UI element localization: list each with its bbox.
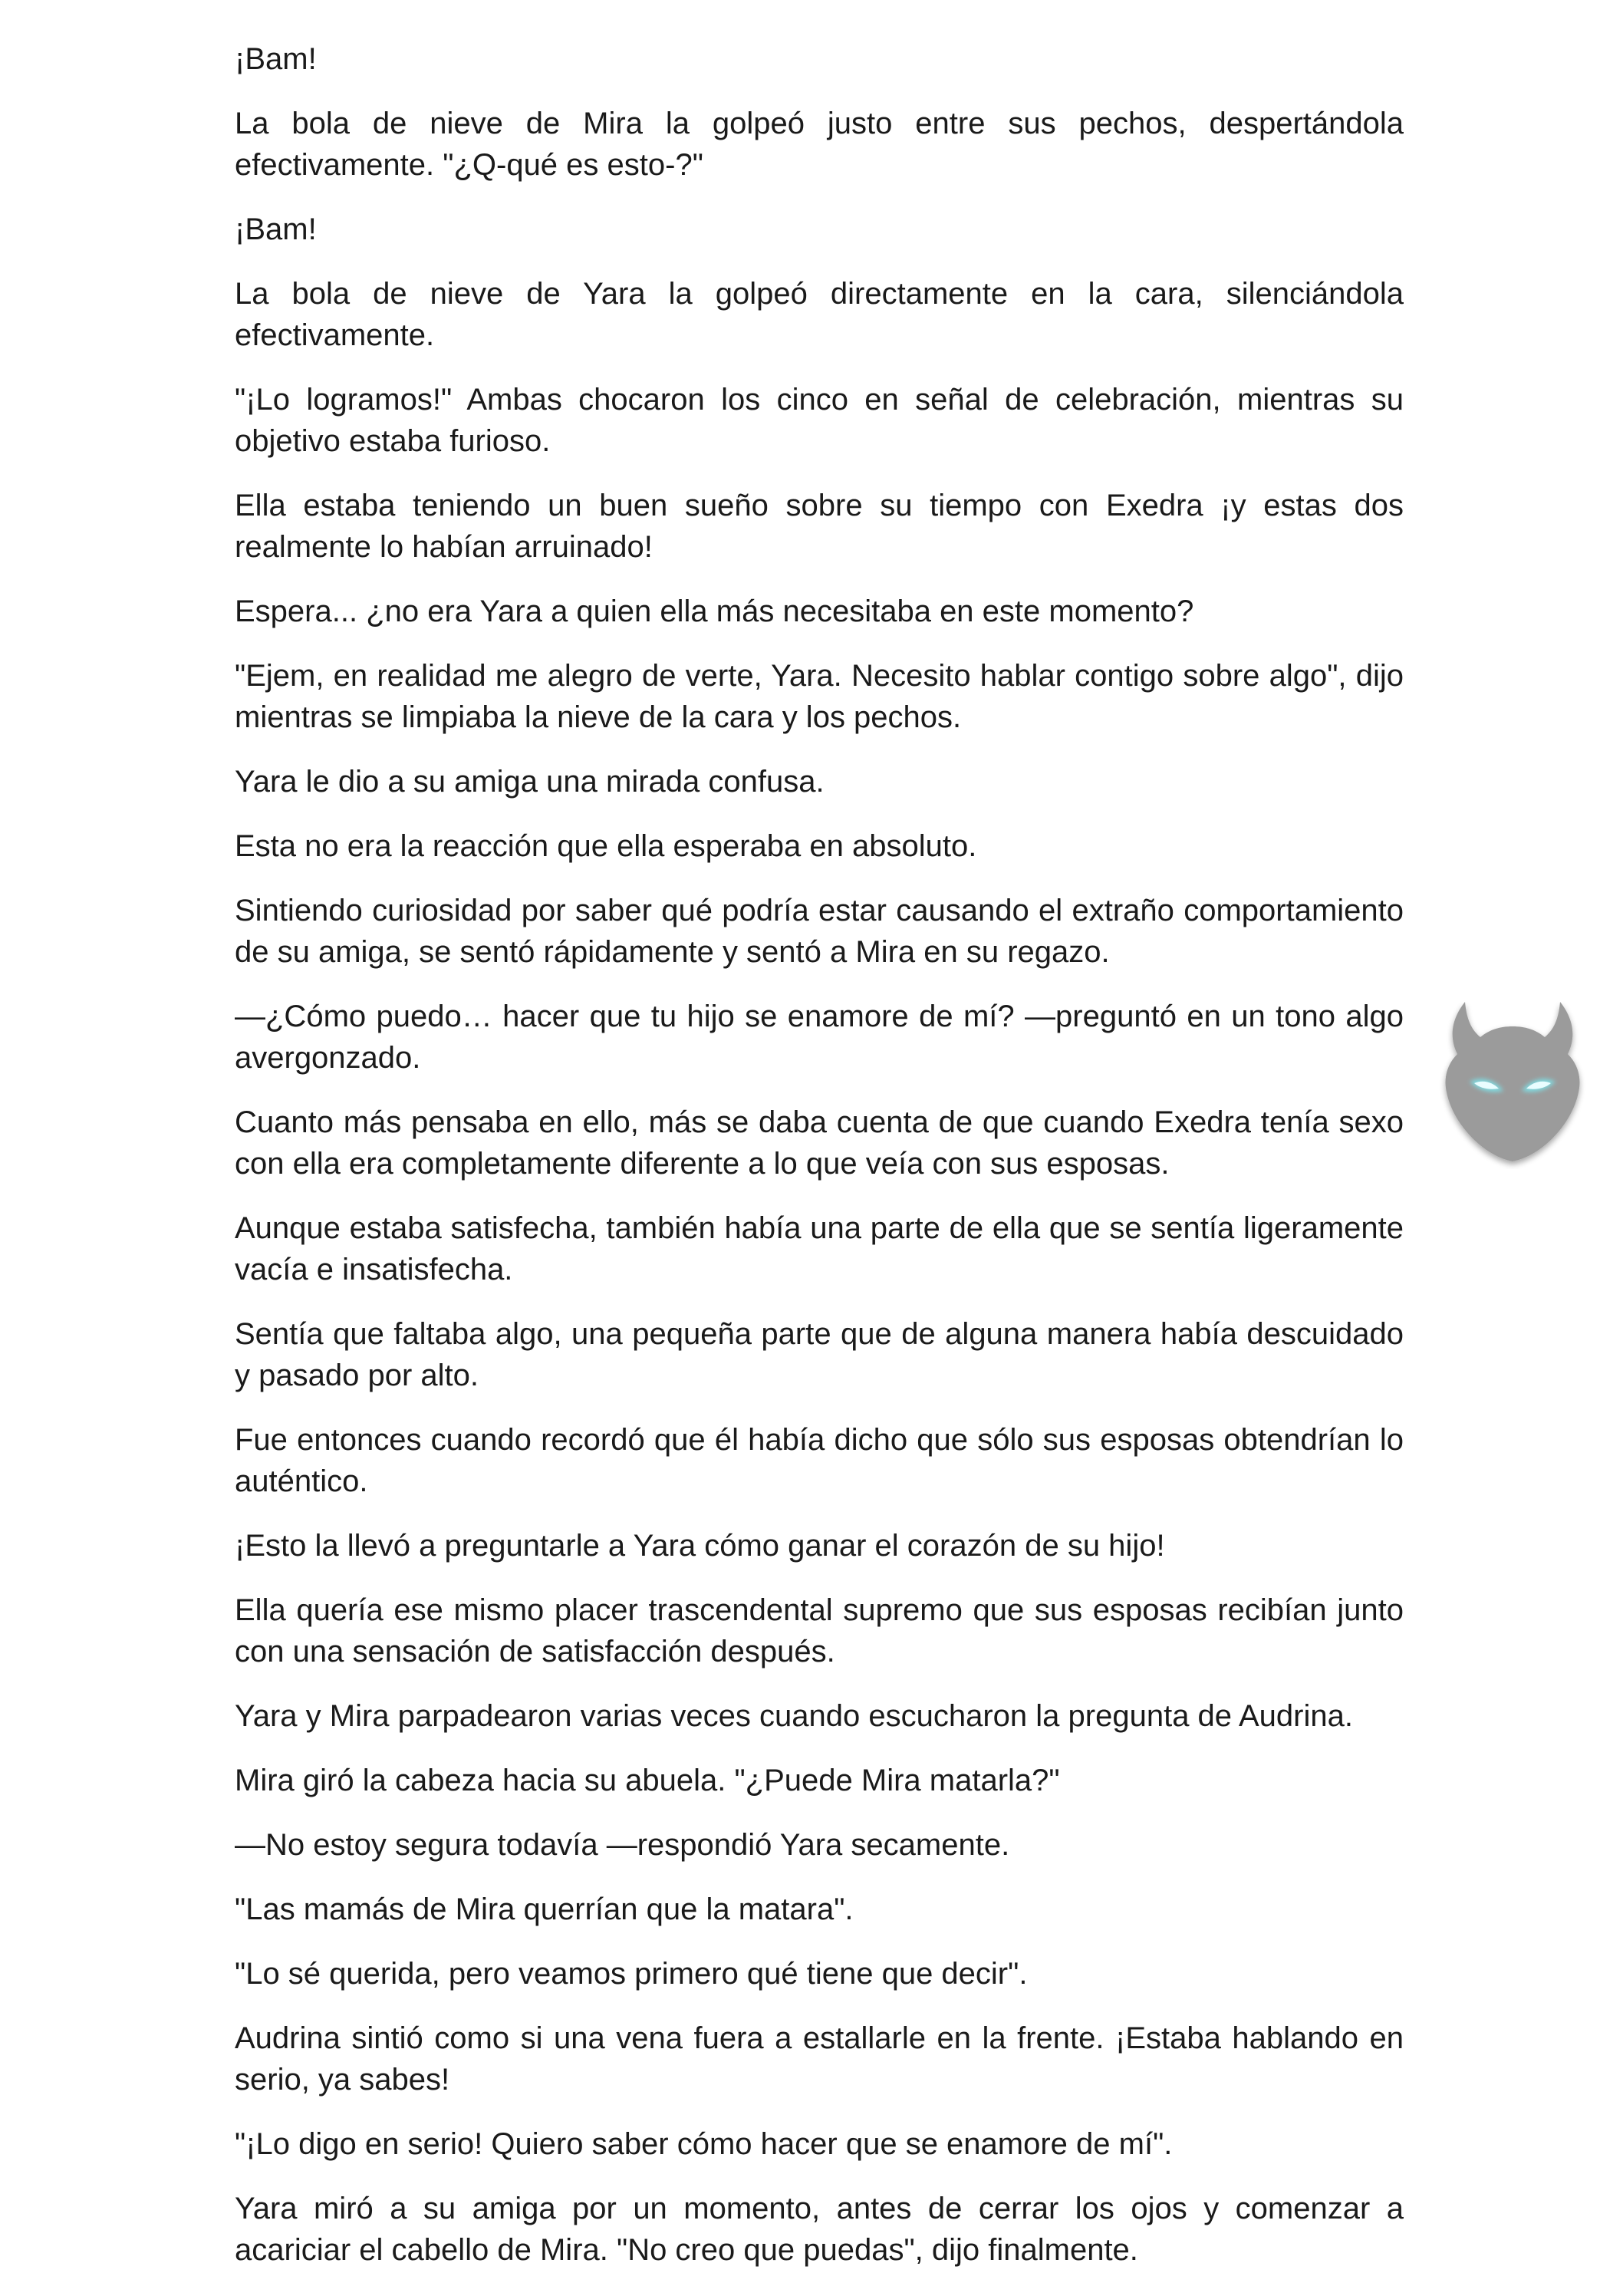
paragraph: Audrina sintió como si una vena fuera a estallarle en la frente. ¡Estaba hablando en serio, ya sabes! bbox=[235, 2021, 1404, 2097]
paragraph: Sentía que faltaba algo, una pequeña parte que de alguna manera había descuidado y pasado por alto. bbox=[235, 1317, 1404, 1392]
paragraph: Mira giró la cabeza hacia su abuela. "¿Puede Mira matarla?" bbox=[235, 1764, 1060, 1797]
paragraph: Esta no era la reacción que ella esperaba en absoluto. bbox=[235, 829, 977, 863]
paragraph: La bola de nieve de Yara la golpeó directamente en la cara, silenciándola efectivamente. bbox=[235, 277, 1404, 352]
paragraph: ¡Bam! bbox=[235, 42, 317, 76]
paragraph: Cuanto más pensaba en ello, más se daba cuenta de que cuando Exedra tenía sexo con ella era completamente diferente a lo que veía con sus esposas. bbox=[235, 1105, 1404, 1181]
paragraph: La bola de nieve de Mira la golpeó justo entre sus pechos, despertándola efectivamente. "¿Q-qué es esto-?" bbox=[235, 107, 1404, 182]
paragraph: "Ejem, en realidad me alegro de verte, Yara. Necesito hablar contigo sobre algo", dijo mientras se limpiaba la nieve de la cara y los pechos. bbox=[235, 659, 1404, 734]
paragraph: "Lo sé querida, pero veamos primero qué tiene que decir". bbox=[235, 1957, 1028, 1991]
paragraph: "¡Lo digo en serio! Quiero saber cómo hacer que se enamore de mí". bbox=[235, 2127, 1173, 2161]
paragraph: "Las mamás de Mira querrían que la matara". bbox=[235, 1892, 854, 1926]
paragraph: Ella quería ese mismo placer trascendental supremo que sus esposas recibían junto con una sensación de satisfacción después. bbox=[235, 1593, 1404, 1668]
paragraph: Espera... ¿no era Yara a quien ella más necesitaba en este momento? bbox=[235, 595, 1194, 628]
paragraph: Sintiendo curiosidad por saber qué podría estar causando el extraño comportamiento de su amiga, se sentó rápidamente y sentó a Mira en su regazo. bbox=[235, 894, 1404, 969]
devil-head-icon bbox=[1436, 996, 1589, 1169]
paragraph: ¡Bam! bbox=[235, 212, 317, 246]
paragraph: Aunque estaba satisfecha, también había una parte de ella que se sentía ligeramente vacía e insatisfecha. bbox=[235, 1211, 1404, 1286]
document-page bbox=[235, 38, 1404, 2294]
paragraph: Yara y Mira parpadearon varias veces cuando escucharon la pregunta de Audrina. bbox=[235, 1699, 1353, 1733]
paragraph: ¡Esto la llevó a preguntarle a Yara cómo ganar el corazón de su hijo! bbox=[235, 1529, 1165, 1563]
paragraph: "¡Lo logramos!" Ambas chocaron los cinco en señal de celebración, mientras su objetivo estaba furioso. bbox=[235, 383, 1404, 458]
paragraph: —¿Cómo puedo… hacer que tu hijo se enamore de mí? —preguntó en un tono algo avergonzado. bbox=[235, 1000, 1404, 1075]
paragraph: Fue entonces cuando recordó que él había dicho que sólo sus esposas obtendrían lo auténtico. bbox=[235, 1423, 1404, 1498]
paragraph: Ella estaba teniendo un buen sueño sobre su tiempo con Exedra ¡y estas dos realmente lo habían arruinado! bbox=[235, 489, 1404, 564]
paragraph: Yara miró a su amiga por un momento, antes de cerrar los ojos y comenzar a acariciar el cabello de Mira. "No creo que puedas", dijo finalmente. bbox=[235, 2192, 1404, 2267]
paragraph: Yara le dio a su amiga una mirada confusa. bbox=[235, 765, 825, 799]
paragraph: —No estoy segura todavía —respondió Yara secamente. bbox=[235, 1828, 1010, 1862]
